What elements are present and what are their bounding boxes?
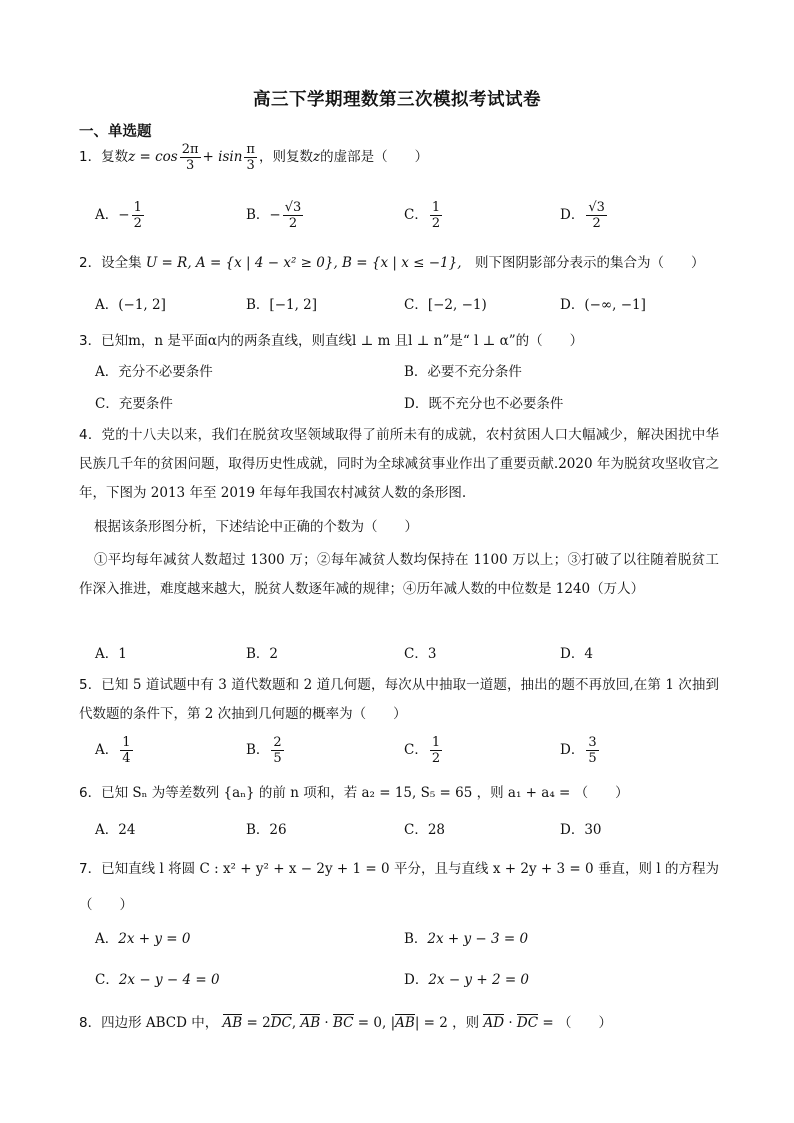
option-d[interactable]: D．既不充分也不必要条件 bbox=[404, 396, 564, 412]
option-a[interactable]: A．1 bbox=[95, 646, 127, 662]
option-c[interactable]: C．[−2, −1) bbox=[404, 297, 487, 313]
question-3: 3．已知m，n 是平面α内的两条直线，则直线l ⊥ m 且l ⊥ n”是“ l ⊥ α”的（ ） bbox=[79, 333, 584, 349]
option-c[interactable]: C．充要条件 bbox=[95, 396, 173, 412]
question-4-prompt: 根据该条形图分析，下述结论中正确的个数为（ ） bbox=[94, 519, 418, 535]
option-b[interactable]: B．2 bbox=[246, 646, 279, 662]
fraction: $\frac{2\pi}{3}$ bbox=[181, 142, 199, 173]
question-number: 3． bbox=[79, 333, 102, 349]
option-c[interactable]: C．28 bbox=[404, 822, 446, 838]
section-heading: 一、单选题 bbox=[79, 124, 152, 140]
question-4: 4．党的十八夫以来，我们在脱贫攻坚领域取得了前所未有的成就，农村贫困人口大幅减少，解决困扰中华民族几千年的贫困问题，取得历史性成就，同时为全球减贫事业作出了重要贡献.2020 年为脱贫攻坚收官之年，下图为 2013 年至 2019 年每年我国农村减贫人数的条形图. bbox=[79, 427, 719, 501]
option-c[interactable]: C． $\frac{1}{2}$ bbox=[404, 735, 441, 766]
question-number: 5． bbox=[79, 677, 102, 693]
question-6: 6．已知 Sₙ 为等差数列 {aₙ} 的前 n 项和，若 a₂ = 15, S₅ = 65 ，则 a₁ + a₄ = （ ） bbox=[79, 785, 629, 801]
fraction: $\frac{\pi}{3}$ bbox=[246, 142, 255, 173]
question-number: 8． bbox=[79, 1015, 102, 1031]
question-1: 1．复数z = cos $\frac{2\pi}{3}$ + isin $\frac{\pi}{3}$ ，则复数z的虚部是（ ） bbox=[79, 142, 429, 173]
question-2: 2．设全集 U = R, A = {x | 4 − x² ≥ 0}, B = {x | x ≤ −1}, 则下图阴影部分表示的集合为（ ） bbox=[79, 255, 705, 271]
option-d[interactable]: D． $\frac{√3}{2}$ bbox=[560, 200, 605, 231]
option-b[interactable]: B． $\frac{2}{5}$ bbox=[246, 735, 282, 766]
exam-title: 高三下学期理数第三次模拟考试试卷 bbox=[253, 90, 541, 110]
option-d[interactable]: D．30 bbox=[560, 822, 602, 838]
option-d[interactable]: D．(−∞, −1] bbox=[560, 297, 646, 313]
option-a[interactable]: A． $\frac{1}{4}$ bbox=[95, 735, 131, 766]
option-b[interactable]: B．26 bbox=[246, 822, 287, 838]
option-a[interactable]: A．− $\frac{1}{2}$ bbox=[95, 200, 142, 231]
question-number: 7． bbox=[79, 861, 102, 877]
option-a[interactable]: A．2x + y = 0 bbox=[95, 931, 191, 947]
option-c[interactable]: C．3 bbox=[404, 646, 437, 662]
option-c[interactable]: C．2x − y − 4 = 0 bbox=[95, 972, 220, 988]
option-c[interactable]: C． $\frac{1}{2}$ bbox=[404, 200, 441, 231]
option-b[interactable]: B．必要不充分条件 bbox=[404, 364, 522, 380]
option-b[interactable]: B．[−1, 2] bbox=[246, 297, 318, 313]
question-8: 8．四边形 ABCD 中， AB = 2DC, AB · BC = 0, |AB| = 2 ，则 AD · DC = （ ） bbox=[79, 1015, 612, 1031]
question-4-statements: ①平均每年减贫人数超过 1300 万；②每年减贫人数均保持在 1100 万以上；③打破了以往随着脱贫工作深入推进，难度越来越大，脱贫人数逐年减的规律；④历年减人数的中位数是 1240（万人） bbox=[79, 552, 719, 597]
question-number: 4． bbox=[79, 427, 102, 443]
question-number: 2． bbox=[79, 255, 102, 271]
option-a[interactable]: A．24 bbox=[95, 822, 136, 838]
option-b[interactable]: B．− $\frac{√3}{2}$ bbox=[246, 200, 302, 231]
option-d[interactable]: D．4 bbox=[560, 646, 593, 662]
option-a[interactable]: A．(−1, 2] bbox=[95, 297, 166, 313]
question-5: 5．已知 5 道试题中有 3 道代数题和 2 道几何题，每次从中抽取一道题，抽出的题不再放回,在第 1 次抽到代数题的条件下，第 2 次抽到几何题的概率为（ ） bbox=[79, 677, 719, 722]
question-number: 6． bbox=[79, 785, 102, 801]
option-b[interactable]: B．2x + y − 3 = 0 bbox=[404, 931, 529, 947]
option-d[interactable]: D． $\frac{3}{5}$ bbox=[560, 735, 597, 766]
option-a[interactable]: A．充分不必要条件 bbox=[95, 364, 213, 380]
option-d[interactable]: D．2x − y + 2 = 0 bbox=[404, 972, 530, 988]
question-7: 7．已知直线 l 将圆 C : x² + y² + x − 2y + 1 = 0 平分，且与直线 x + 2y + 3 = 0 垂直，则 l 的方程为（ ） bbox=[79, 861, 719, 913]
question-number: 1． bbox=[79, 149, 102, 165]
